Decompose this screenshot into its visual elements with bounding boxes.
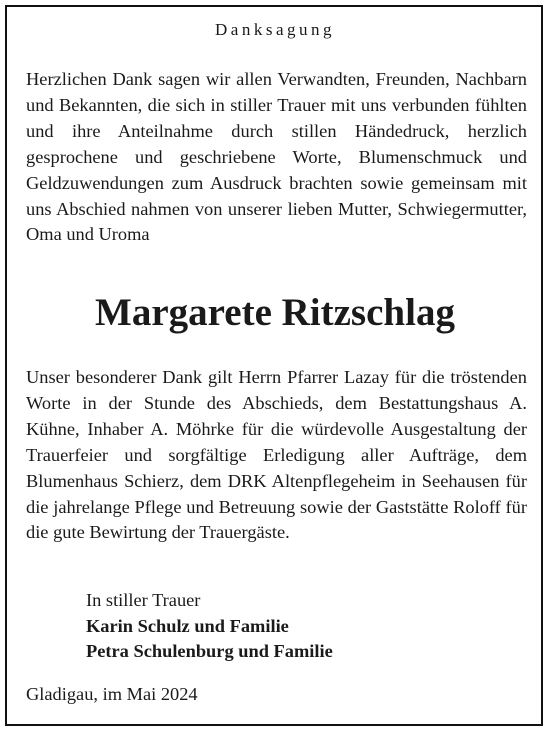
family-name-1: Karin Schulz und Familie (86, 615, 289, 636)
notice-heading: Danksagung (215, 20, 335, 39)
special-thanks-paragraph: Unser besonderer Dank gilt Herrn Pfarrer Lazay für die tröstenden Worte in der Stunde des Abschieds, dem Bestattungshaus A. Kühne, Inhaber A. Möhrke für die würdevolle Ausgestaltung der Trauerfeier und sorgfältige Erledigung aller Aufträge, dem Blumenhaus Schierz, dem DRK Altenpflegeheim in Seehausen für die jahrelange Pflege und Betreuung sowie der Gaststätte Roloff für die gute Bewirtung der Trauergäste. (26, 367, 527, 543)
intro-paragraph: Herzlichen Dank sagen wir allen Verwandten, Freunden, Nachbarn und Bekannten, die sich in stiller Trauer mit uns verbunden fühlten und ihre Anteilnahme durch stillen Händedruck, herzlich gesprochene und geschriebene Worte, Blumenschmuck und Geldzuwendungen zum Ausdruck brachten sowie gemeinsam mit uns Abschied nahmen von unserer lieben Mutter, Schwiegermutter, Oma und Uroma (26, 69, 527, 245)
family-name-2: Petra Schulenburg und Familie (86, 641, 333, 661)
signature-block (86, 588, 333, 665)
deceased-name: Margarete Ritzschlag (95, 291, 455, 334)
place-date: Gladigau, im Mai 2024 (26, 684, 198, 704)
mourning-line: In stiller Trauer (86, 590, 201, 610)
